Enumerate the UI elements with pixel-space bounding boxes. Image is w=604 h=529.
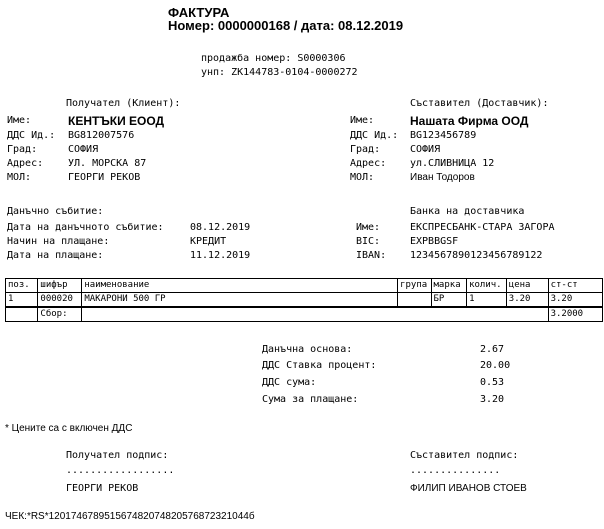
vat-note: * Цените са с включен ДДС (5, 423, 133, 434)
tax-base-value: 2.67 (480, 344, 505, 355)
recipient-address: УЛ. МОРСКА 87 (68, 158, 147, 169)
recipient-signature-name: ГЕОРГИ РЕКОВ (66, 483, 139, 494)
recipient-city-label: Град: (7, 144, 38, 155)
sale-number: продажба номер: S0000306 (201, 53, 346, 64)
column-header: марка (431, 279, 467, 293)
supplier-vat: BG123456789 (410, 130, 477, 141)
recipient-address-label: Адрес: (7, 158, 44, 169)
receipt-code: ЧЕК:*RS*120174678951567482074820576872321044б (5, 511, 255, 522)
table-cell: 1 (467, 293, 507, 308)
payment-date-label: Дата на плащане: (7, 250, 104, 261)
table-cell: 1 (6, 293, 38, 308)
bank-heading: Банка на доставчика (410, 206, 525, 217)
column-header: ст-ст (548, 279, 602, 293)
vat-amount-value: 0.53 (480, 377, 505, 388)
tax-event-heading: Данъчно събитие: (7, 206, 104, 217)
total-due-label: Сума за плащане: (262, 394, 359, 405)
payment-method: КРЕДИТ (190, 236, 227, 247)
table-row (6, 293, 603, 308)
items-table (5, 278, 603, 322)
vat-rate-label: ДДС Ставка процент: (262, 360, 377, 371)
bank-iban: 1234567890123456789122 (410, 250, 543, 261)
total-due-value: 3.20 (480, 394, 505, 405)
vat-amount-label: ДДС сума: (262, 377, 317, 388)
table-cell: БР (431, 293, 467, 308)
bank-bic: EXPBBGSF (410, 236, 459, 247)
bank-bic-label: BIC: (356, 236, 381, 247)
supplier-city: СОФИЯ (410, 144, 441, 155)
recipient-signature-label: Получател подпис: (66, 450, 169, 461)
supplier-mol: Иван Тодоров (410, 172, 475, 183)
supplier-name-label: Име: (350, 115, 375, 126)
sum-value: 3.2000 (548, 307, 602, 322)
recipient-signature-line: .................. (66, 465, 175, 476)
tax-event-date-label: Дата на данъчното събитие: (7, 222, 164, 233)
supplier-signature-label: Съставител подпис: (410, 450, 519, 461)
column-header: колич. (467, 279, 507, 293)
table-cell: 000020 (38, 293, 82, 308)
vat-rate-value: 20.00 (480, 360, 511, 371)
tax-event-date: 08.12.2019 (190, 222, 251, 233)
recipient-mol-label: МОЛ: (7, 172, 32, 183)
supplier-address: ул.СЛИВНИЦА 12 (410, 158, 495, 169)
supplier-address-label: Адрес: (350, 158, 387, 169)
recipient-vat: BG812007576 (68, 130, 135, 141)
supplier-vat-label: ДДС Ид.: (350, 130, 399, 141)
document-title: ФАКТУРА (168, 5, 230, 20)
unp-number: унп: ZK144783-0104-0000272 (201, 67, 358, 78)
supplier-mol-label: МОЛ: (350, 172, 375, 183)
payment-method-label: Начин на плащане: (7, 236, 110, 247)
supplier-name: Нашата Фирма ООД (410, 114, 529, 128)
column-header: цена (506, 279, 548, 293)
bank-iban-label: IBAN: (356, 250, 387, 261)
invoice-number-date: Номер: 0000000168 / дата: 08.12.2019 (168, 18, 404, 33)
recipient-name-label: Име: (7, 115, 32, 126)
supplier-signature-name: ФИЛИП ИВАНОВ СТОЕВ (410, 483, 527, 494)
column-header: група (398, 279, 431, 293)
table-cell: 3.20 (506, 293, 548, 308)
sum-empty-cell (6, 307, 38, 322)
bank-name: ЕКСПРЕСБАНК-СТАРА ЗАГОРА (410, 222, 555, 233)
recipient-heading: Получател (Клиент): (66, 98, 181, 109)
table-cell (398, 293, 431, 308)
recipient-mol: ГЕОРГИ РЕКОВ (68, 172, 141, 183)
table-header-row (6, 279, 603, 293)
recipient-city: СОФИЯ (68, 144, 99, 155)
column-header: шифър (38, 279, 82, 293)
column-header: поз. (6, 279, 38, 293)
sum-spacer (82, 307, 548, 322)
tax-base-label: Данъчна основа: (262, 344, 353, 355)
recipient-name: КЕНТЪКИ ЕООД (68, 114, 165, 128)
supplier-heading: Съставител (Доставчик): (410, 98, 549, 109)
table-cell: 3.20 (548, 293, 602, 308)
supplier-city-label: Град: (350, 144, 381, 155)
supplier-signature-line: ............... (410, 465, 501, 476)
table-cell: МАКАРОНИ 500 ГР (82, 293, 398, 308)
sum-label: Сбор: (38, 307, 82, 322)
sum-row (6, 307, 603, 322)
recipient-vat-label: ДДС Ид.: (7, 130, 56, 141)
bank-name-label: Име: (356, 222, 381, 233)
column-header: наименование (82, 279, 398, 293)
payment-date: 11.12.2019 (190, 250, 251, 261)
